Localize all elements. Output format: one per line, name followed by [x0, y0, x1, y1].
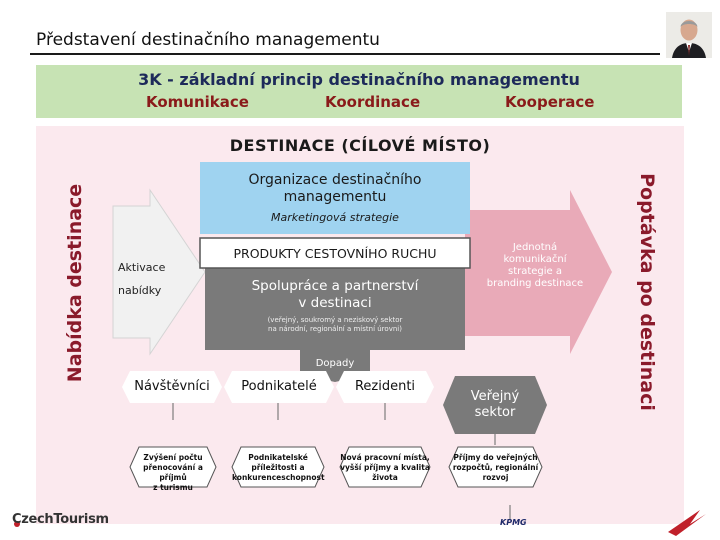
branding-label: Jednotná komunikační strategie a branding destinace	[486, 242, 584, 289]
destination-title: DESTINACE (CÍLOVÉ MÍSTO)	[229, 136, 491, 155]
principle-heading: 3K - základní princip destinačního managementu	[138, 70, 580, 89]
kpmg-logo: KPMG	[500, 518, 527, 527]
organization-title: Organizace destinačního managementu	[248, 172, 422, 205]
demand-label: Poptávka po destinaci	[636, 173, 658, 411]
marketing-strategy: Marketingová strategie	[271, 211, 399, 224]
plane-icon	[668, 510, 706, 536]
principle-coordination: Koordinace	[325, 93, 421, 111]
impact-residents: Nová pracovní místa, vyšší příjmy a kvalita života	[340, 453, 430, 482]
principle-cooperation: Kooperace	[505, 93, 595, 111]
impact-public-sector: Příjmy do veřejných rozpočtů, regionální rozvoj	[452, 453, 539, 482]
cooperation-note: (veřejný, soukromý a neziskový sektor na národní, regionální a místní úrovni)	[267, 316, 403, 333]
category-entrepreneurs: Podnikatelé	[241, 379, 317, 394]
impact-entrepreneurs: Podnikatelské příležitosti a konkurenceschopnost	[232, 453, 325, 482]
category-residents: Rezidenti	[354, 379, 416, 394]
supply-label: Nabídka destinace	[64, 183, 86, 383]
category-public-sector: Veřejný sektor	[470, 389, 520, 420]
czechtourism-logo: CzechTourism	[12, 512, 109, 527]
activation-label: Aktivace nabídky	[118, 261, 166, 297]
impacts-label: Dopady	[315, 358, 355, 369]
impact-visitors: Zvýšení počtu přenocování a příjmů z turismu	[143, 453, 203, 492]
products-label: PRODUKTY CESTOVNÍHO RUCHU	[233, 246, 437, 261]
category-visitors: Návštěvníci	[134, 379, 210, 394]
cooperation-title: Spolupráce a partnerství v destinaci	[251, 278, 419, 311]
page-title: Představení destinačního managementu	[36, 30, 380, 50]
principle-communication: Komunikace	[146, 93, 249, 111]
